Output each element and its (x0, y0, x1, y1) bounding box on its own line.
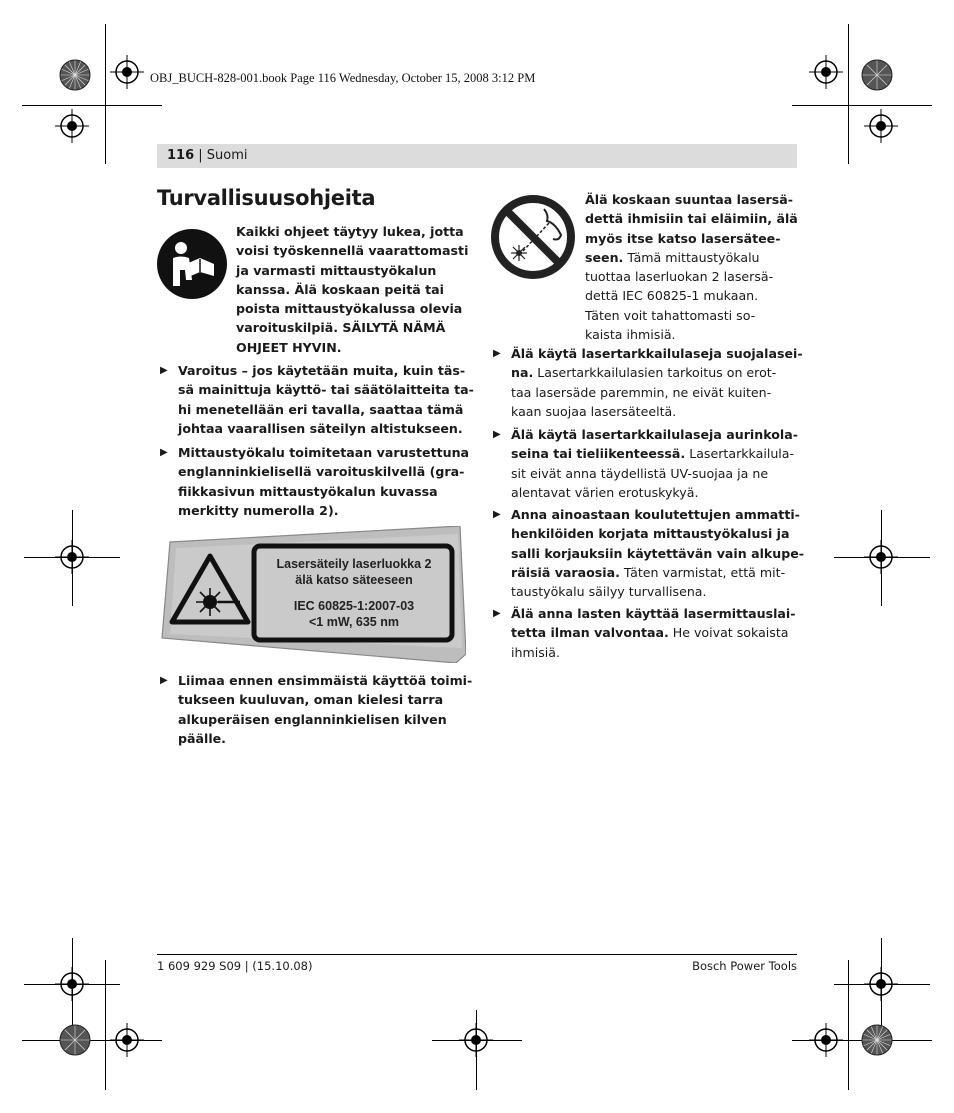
regular-text: taustyökalu säilyy turvallisena. (511, 584, 707, 600)
text-line (511, 505, 804, 524)
bold-text: Älä käytä lasertarkkailulaseja suojalasei- (511, 346, 803, 361)
registration-target-icon (110, 1023, 144, 1057)
laser-warning-label (160, 526, 466, 663)
bullet-item (178, 361, 474, 438)
bullet-item (178, 671, 472, 748)
intro-line: OHJEET HYVIN. (236, 339, 342, 355)
text-line (511, 383, 803, 402)
text-line (178, 710, 472, 729)
bold-text: sä mainittuja käyttö- tai säätölaitteita ta- (178, 382, 474, 398)
read-manual-icon (156, 228, 228, 300)
bold-text: alkuperäisen englanninkielisen kilven (178, 711, 447, 727)
bullet-arrow-icon: ▶ (160, 675, 168, 686)
label-line-2: älä katso säteeseen (295, 573, 413, 587)
regular-text: Täten varmistat, että mit- (619, 564, 786, 580)
bold-text: tetta ilman valvontaa. (511, 625, 669, 641)
bold-text: Älä koskaan suuntaa lasersä- (585, 192, 793, 207)
page-number: 116 (167, 148, 195, 163)
regular-text: alentavat värien erotuskykyä. (511, 484, 699, 500)
bullet-arrow-icon: ▶ (493, 608, 501, 619)
bold-text: seina tai tieliikenteessä. (511, 446, 686, 462)
bold-text: räisiä varaosia. (511, 564, 620, 580)
regular-text: Täten voit tahattomasti so- (585, 307, 756, 323)
text-line (178, 729, 472, 748)
regular-text: He voivat sokaista (668, 625, 789, 641)
text-line (585, 325, 798, 344)
text-line (178, 482, 469, 501)
footer-doc-number: 1 609 929 S09 | (15.10.08) (157, 959, 313, 973)
regular-text: tuottaa laserluokan 2 lasersä- (585, 269, 774, 285)
registration-target-icon (55, 109, 89, 143)
text-line (178, 671, 472, 690)
registration-target-icon (110, 55, 144, 89)
crop-mark (792, 105, 932, 106)
text-line (585, 190, 798, 209)
bullet-arrow-icon: ▶ (493, 509, 501, 520)
bullet-item (511, 344, 803, 421)
bold-text: Älä käytä lasertarkkailulaseja aurinkola- (511, 427, 798, 442)
text-line (585, 286, 798, 305)
starburst-target-icon (59, 1024, 91, 1056)
bold-text: myös itse katso lasersätee- (585, 230, 781, 246)
regular-text: Lasertarkkailula- (685, 446, 795, 462)
text-line (511, 363, 803, 382)
text-line (511, 544, 804, 563)
bold-text: henkilöiden korjata mittaustyökalusi ja (511, 526, 790, 542)
crop-mark (105, 24, 106, 164)
registration-target-icon (864, 109, 898, 143)
text-line (511, 563, 804, 582)
text-line (511, 464, 798, 483)
text-line (585, 229, 798, 248)
starburst-target-icon (59, 59, 91, 91)
label-line-3: IEC 60825-1:2007-03 (293, 599, 415, 613)
text-line (511, 425, 798, 444)
bullet-arrow-icon: ▶ (493, 348, 501, 359)
bold-text: Anna ainoastaan koulutettujen ammatti- (511, 507, 800, 522)
regular-text: kaan suojaa lasersäteeltä. (511, 403, 677, 419)
registration-target-icon (809, 1023, 843, 1057)
page-header (157, 144, 797, 168)
bullet-item (511, 604, 795, 662)
text-line (585, 306, 798, 325)
crop-mark (848, 24, 849, 164)
page-title: Turvallisuusohjeita (157, 186, 376, 210)
text-line (585, 209, 798, 228)
text-line (178, 419, 474, 438)
text-line (178, 501, 469, 520)
regular-text: Tämä mittaustyökalu (623, 249, 760, 265)
regular-text: dettä IEC 60825-1 mukaan. (585, 288, 759, 304)
bold-text: johtaa vaarallisen säteilyn altistukseen. (178, 420, 463, 436)
intro-text (236, 222, 468, 357)
footer-brand: Bosch Power Tools (692, 959, 797, 973)
bold-text: Mittaustyökalu toimitetaan varustettuna (178, 445, 470, 460)
text-line (178, 400, 474, 419)
starburst-target-icon (861, 59, 893, 91)
crop-mark (22, 105, 162, 106)
bullet-arrow-icon: ▶ (493, 429, 501, 440)
text-line (511, 402, 803, 421)
text-line (585, 267, 798, 286)
bullet-arrow-icon: ▶ (160, 365, 168, 376)
no-laser-eye-icon (489, 193, 577, 281)
starburst-target-icon (861, 1024, 893, 1056)
intro-line: voisi työskennellä vaarattomasti (236, 243, 469, 259)
regular-text: kaista ihmisiä. (585, 327, 676, 343)
bold-text: Liimaa ennen ensimmäistä käyttöä toimi- (178, 673, 473, 688)
text-line (178, 380, 474, 399)
bold-text: salli korjauksiin käytettävän vain alkupe- (511, 545, 805, 561)
bold-text: dettä ihmisiin tai eläimiin, älä (585, 211, 798, 227)
regular-text: ihmisiä. (511, 644, 561, 660)
registration-target-icon (864, 540, 898, 574)
registration-target-icon (809, 55, 843, 89)
crop-mark (105, 960, 106, 1090)
label-line-4: <1 mW, 635 nm (309, 615, 399, 629)
text-line (585, 248, 798, 267)
intro-line: Kaikki ohjeet täytyy lukea, jotta (236, 224, 464, 239)
bullet-arrow-icon: ▶ (160, 447, 168, 458)
laser-eye-warning-text (585, 190, 798, 344)
footer-rule (157, 954, 797, 955)
registration-target-icon (55, 967, 89, 1001)
bold-text: fiikkasivun mittaustyökalun kuvassa (178, 483, 438, 499)
bold-text: Varoitus – jos käytetään muita, kuin täs- (178, 363, 466, 378)
bullet-item (511, 505, 804, 601)
bold-text: merkitty numerolla 2). (178, 502, 339, 518)
registration-target-icon (55, 540, 89, 574)
label-line-1: Lasersäteily laserluokka 2 (276, 557, 432, 571)
text-line (178, 690, 472, 709)
bold-text: seen. (585, 249, 624, 265)
intro-line: poista mittaustyökalussa olevia (236, 301, 463, 317)
regular-text: taa lasersäde paremmin, ne eivät kuiten- (511, 384, 772, 400)
bold-text: päälle. (178, 730, 226, 746)
text-line (511, 344, 803, 363)
bullet-item (178, 443, 469, 520)
intro-line: varoituskilpiä. SÄILYTÄ NÄMÄ (236, 320, 446, 336)
crop-mark (848, 960, 849, 1090)
text-line (511, 444, 798, 463)
registration-target-icon (864, 967, 898, 1001)
text-line (178, 462, 469, 481)
bold-text: Älä anna lasten käyttää lasermittauslai- (511, 606, 796, 621)
text-line (178, 443, 469, 462)
text-line (511, 643, 795, 662)
text-line (511, 483, 798, 502)
bold-text: na. (511, 365, 534, 381)
text-line (511, 623, 795, 642)
text-line (178, 361, 474, 380)
bold-text: englanninkielisellä varoituskilvellä (gra- (178, 464, 465, 480)
bold-text: tukseen kuuluvan, oman kielesi tarra (178, 692, 444, 708)
file-info: OBJ_BUCH-828-001.book Page 116 Wednesday, October 15, 2008 3:12 PM (150, 71, 536, 85)
registration-target-icon (459, 1023, 493, 1057)
intro-line: kanssa. Älä koskaan peitä tai (236, 281, 444, 297)
section-name: Suomi (206, 148, 248, 163)
regular-text: sit eivät anna täydellistä UV-suojaa ja ne (511, 465, 769, 481)
bold-text: hi menetellään eri tavalla, saattaa tämä (178, 401, 464, 417)
text-line (511, 524, 804, 543)
regular-text: Lasertarkkailulasien tarkoitus on erot- (533, 365, 777, 381)
intro-line: ja varmasti mittaustyökalun (236, 262, 437, 278)
text-line (511, 582, 804, 601)
header-separator: | (194, 148, 207, 163)
text-line (511, 604, 795, 623)
bullet-item (511, 425, 798, 502)
